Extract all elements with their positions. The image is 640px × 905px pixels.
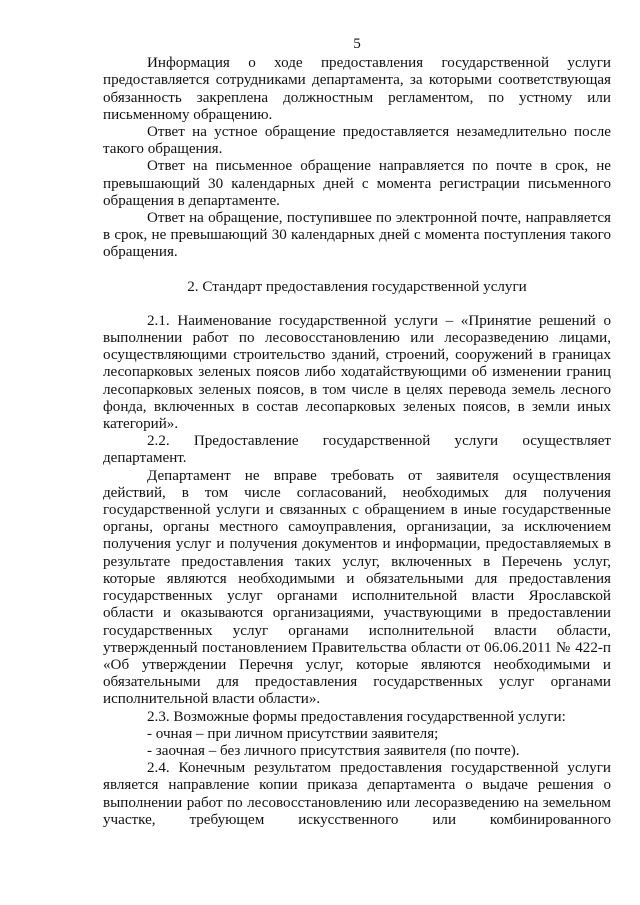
paragraph-written-response: Ответ на письменное обращение направляется по почте в срок, не превышающий 30 календарных дней с момента регистрации письменного обращения в департаменте. bbox=[103, 158, 611, 209]
paragraph-2-2-provider: 2.2. Предоставление государственной услуги осуществляет департамент. bbox=[103, 433, 611, 467]
paragraph-2-4-result: 2.4. Конечным результатом предоставления государственной услуги является направление копии приказа департамента о выдаче решения о выполнении работ по лесовосстановлению или лесоразведению на земельном участке, требующем искусственного или комбинированного bbox=[103, 760, 611, 828]
document-page bbox=[103, 36, 611, 829]
list-item-in-person: - очная – при личном присутствии заявителя; bbox=[147, 725, 439, 742]
page-number: 5 bbox=[353, 36, 361, 52]
paragraph-info-progress: Информация о ходе предоставления государственной услуги предоставляется сотрудниками департамента, за которыми соответствующая обязанность закреплена должностным регламентом, по устному или письменному обращению. bbox=[103, 55, 611, 123]
paragraph-oral-response: Ответ на устное обращение предоставляется незамедлительно после такого обращения. bbox=[103, 124, 611, 158]
paragraph-2-1-service-name: 2.1. Наименование государственной услуги – «Принятие решений о выполнении работ по лесовосстановлению или лесоразведению лицами, осуществляющими строительство зданий, строений, сооружений в границах лесопарковых зеленых поясов либо ходатайствующими об изменении границ лесопарковых зеленых поясов, в том числе в целях перевода земель лесного фонда, включенных в состав лесопарковых зеленых поясов, в земли иных категорий». bbox=[103, 312, 611, 433]
list-item-by-mail: - заочная – без личного присутствия заявителя (по почте). bbox=[147, 742, 520, 759]
section-heading: 2. Стандарт предоставления государственной услуги bbox=[187, 278, 527, 295]
paragraph-department-restrictions: Департамент не вправе требовать от заявителя осуществления действий, в том числе согласований, необходимых для получения государственной услуги и связанных с обращением в иные государственные органы, органы местного самоуправления, организации, за исключением получения услуг и получения документов и информации, предоставляемых в результате предоставления таких услуг, включенных в Перечень услуг, которые являются необходимыми и обязательными для предоставления государственных услуг органами исполнительной власти Ярославской области и оказываются организациями, участвующими в предоставлении государственных услуг органами исполнительной власти области, утвержденный постановлением Правительства области от 06.06.2011 № 422-п «Об утверждении Перечня услуг, которые являются необходимыми и обязательными для предоставления государственных услуг органами исполнительной власти области». bbox=[103, 467, 611, 708]
paragraph-email-response: Ответ на обращение, поступившее по электронной почте, направляется в срок, не превышающий 30 календарных дней с момента поступления такого обращения. bbox=[103, 210, 611, 261]
paragraph-2-3-forms: 2.3. Возможные формы предоставления государственной услуги: bbox=[147, 708, 566, 725]
